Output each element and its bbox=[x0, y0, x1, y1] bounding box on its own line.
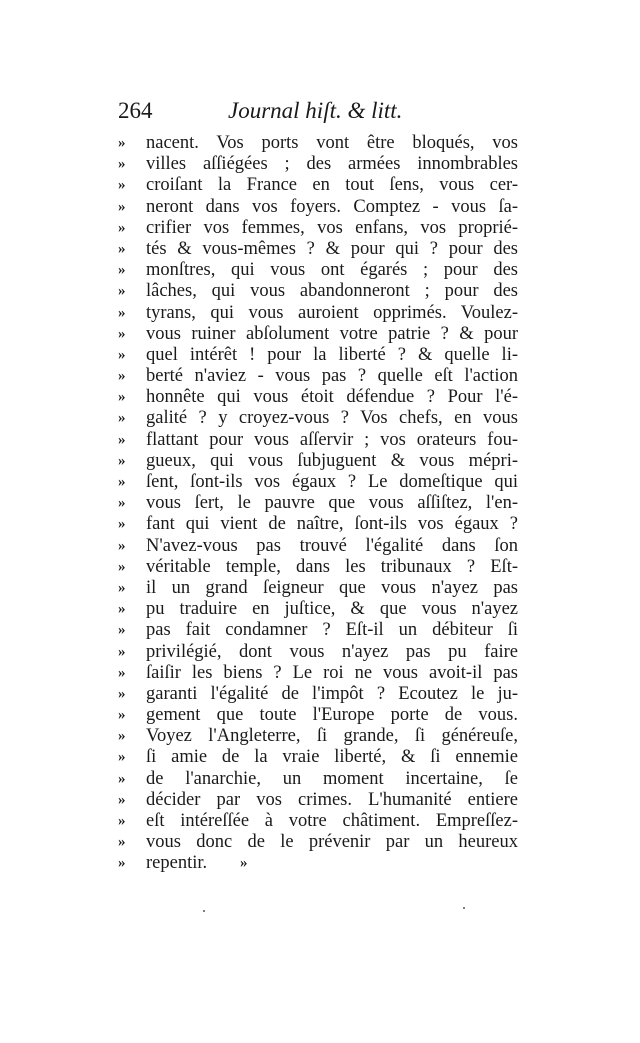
text-line bbox=[118, 705, 518, 726]
text-line bbox=[118, 578, 518, 599]
quote-mark: » bbox=[118, 325, 126, 342]
line-text: galité ? y croyez-vous ? Vos chefs, en vous bbox=[146, 408, 518, 429]
line-text: ſent, ſont-ils vos égaux ? Le domeſtique qui bbox=[146, 472, 518, 492]
text-line bbox=[118, 175, 518, 196]
quote-mark: » bbox=[118, 685, 126, 702]
quote-mark: » bbox=[118, 622, 126, 639]
text-line bbox=[118, 811, 518, 832]
line-text: lâches, qui vous abandonneront ; pour des bbox=[146, 281, 518, 302]
running-title: Journal hiſt. & litt. bbox=[228, 98, 403, 123]
text-line bbox=[118, 133, 518, 154]
quote-mark: » bbox=[118, 135, 126, 151]
line-text: fant qui vient de naître, ſont-ils vos égaux ? bbox=[146, 514, 518, 535]
line-text: repentir. bbox=[146, 853, 208, 874]
line-text: monſtres, qui vous ont égarés ; pour des bbox=[146, 260, 518, 281]
line-text: gueux, qui vous ſubjuguent & vous mépri- bbox=[146, 450, 518, 471]
line-text: ſaiſir les biens ? Le roi ne vous avoit-il pas bbox=[146, 662, 518, 683]
text-line bbox=[118, 493, 518, 514]
text-line bbox=[118, 832, 518, 853]
quote-mark: » bbox=[118, 707, 126, 724]
ink-speck bbox=[203, 910, 205, 912]
text-line bbox=[118, 451, 518, 472]
text-line bbox=[118, 790, 518, 811]
text-line bbox=[118, 345, 518, 366]
text-line bbox=[118, 472, 518, 493]
line-text: de l'anarchie, un moment incertaine, ſe bbox=[146, 768, 518, 789]
quote-mark: » bbox=[118, 516, 126, 533]
quote-mark: » bbox=[118, 368, 126, 385]
line-text: berté n'aviez - vous pas ? quelle eſt l'action bbox=[146, 366, 518, 387]
line-text: tés & vous-mêmes ? & pour qui ? pour des bbox=[146, 238, 518, 259]
text-line bbox=[118, 324, 518, 345]
text-line bbox=[118, 408, 518, 429]
quote-mark: » bbox=[118, 834, 126, 851]
line-text: crifier vos femmes, vos enfans, vos proprié- bbox=[146, 217, 518, 238]
quote-mark: » bbox=[118, 643, 126, 660]
text-line bbox=[118, 599, 518, 620]
quote-mark: » bbox=[118, 198, 126, 215]
quote-mark: » bbox=[118, 770, 126, 787]
quote-mark: » bbox=[118, 304, 126, 321]
line-text: honnête qui vous étoit défendue ? Pour l'é- bbox=[146, 387, 518, 408]
text-line bbox=[118, 303, 518, 324]
quote-mark: » bbox=[118, 855, 126, 872]
line-text: Voyez l'Angleterre, ſi grande, ſi généreuſe, bbox=[146, 726, 518, 747]
text-line bbox=[118, 620, 518, 641]
quote-mark: » bbox=[118, 474, 126, 490]
line-text: croiſant la France en tout ſens, vous cer- bbox=[146, 175, 518, 196]
quote-mark: » bbox=[118, 728, 126, 745]
text-line bbox=[118, 366, 518, 387]
line-text: vous donc de le prévenir par un heureux bbox=[146, 832, 518, 853]
quote-mark: » bbox=[118, 177, 126, 194]
line-text: neront dans vos foyers. Comptez - vous ſa- bbox=[146, 196, 518, 217]
quote-mark: » bbox=[118, 813, 126, 829]
page-number: 264 bbox=[118, 98, 153, 123]
quote-mark: » bbox=[118, 558, 126, 575]
line-text: villes aſſiégées ; des armées innombrables bbox=[146, 154, 518, 175]
line-text: privilégié, dont vous n'ayez pas pu faire bbox=[146, 641, 518, 662]
text-line bbox=[118, 684, 518, 705]
line-text: N'avez-vous pas trouvé l'égalité dans ſon bbox=[146, 535, 518, 556]
text-line bbox=[118, 218, 518, 239]
line-text: flattant pour vous aſſervir ; vos orateurs fou- bbox=[146, 429, 518, 450]
text-line bbox=[118, 769, 518, 790]
quote-mark: » bbox=[118, 791, 126, 808]
line-text: quel intérêt ! pour la liberté ? & quelle li- bbox=[146, 344, 518, 365]
quote-mark: » bbox=[118, 389, 126, 406]
text-line bbox=[118, 239, 518, 260]
line-text: décider par vos crimes. L'humanité entiere bbox=[146, 789, 518, 810]
quote-mark: » bbox=[118, 601, 126, 618]
text-line bbox=[118, 197, 518, 218]
quote-mark: » bbox=[118, 537, 126, 554]
line-text: gement que toute l'Europe porte de vous. bbox=[146, 705, 518, 726]
text-line bbox=[118, 260, 518, 281]
quote-mark: » bbox=[118, 749, 126, 766]
text-line bbox=[118, 663, 518, 684]
line-text: garanti l'égalité de l'impôt ? Ecoutez le ju- bbox=[146, 683, 518, 704]
quote-mark: » bbox=[118, 579, 126, 596]
line-text: pas fait condamner ? Eſt-il un débiteur ſi bbox=[146, 620, 518, 641]
line-text: vous ſert, le pauvre que vous aſſiſtez, l'en- bbox=[146, 493, 518, 514]
quote-mark: » bbox=[118, 219, 126, 236]
line-text: vous ruiner abſolument votre patrie ? & pour bbox=[146, 323, 518, 344]
text-line bbox=[118, 430, 518, 451]
text-line bbox=[118, 747, 518, 768]
text-line bbox=[118, 154, 518, 175]
body-text bbox=[118, 133, 518, 875]
text-line bbox=[118, 514, 518, 535]
text-line bbox=[118, 557, 518, 578]
quote-mark: » bbox=[118, 240, 126, 257]
text-line bbox=[118, 387, 518, 408]
text-line bbox=[118, 536, 518, 557]
quote-mark: » bbox=[118, 283, 126, 300]
quote-mark: » bbox=[118, 452, 126, 469]
quote-mark: » bbox=[118, 156, 126, 173]
line-text: tyrans, qui vous auroient opprimés. Voulez- bbox=[146, 302, 518, 323]
text-line bbox=[118, 281, 518, 302]
text-line bbox=[118, 642, 518, 663]
line-text: nacent. Vos ports vont être bloqués, vos bbox=[146, 133, 518, 153]
line-text: il un grand ſeigneur que vous n'ayez pas bbox=[146, 577, 518, 598]
line-text: ſi amie de la vraie liberté, & ſi ennemie bbox=[146, 747, 518, 768]
running-header bbox=[118, 96, 538, 126]
ink-speck bbox=[463, 907, 465, 909]
text-line bbox=[118, 726, 518, 747]
line-text: véritable temple, dans les tribunaux ? Eſt- bbox=[146, 556, 518, 577]
text-line bbox=[118, 853, 518, 874]
quote-mark: » bbox=[118, 346, 126, 363]
closing-quote-mark: » bbox=[240, 855, 248, 872]
quote-mark: » bbox=[118, 495, 126, 512]
quote-mark: » bbox=[118, 431, 126, 448]
line-text: eſt intéreſſée à votre châtiment. Empreſſez- bbox=[146, 811, 518, 831]
quote-mark: » bbox=[118, 664, 126, 681]
quote-mark: » bbox=[118, 410, 126, 427]
quote-mark: » bbox=[118, 262, 126, 279]
line-text: pu traduire en juſtice, & que vous n'ayez bbox=[146, 599, 518, 620]
